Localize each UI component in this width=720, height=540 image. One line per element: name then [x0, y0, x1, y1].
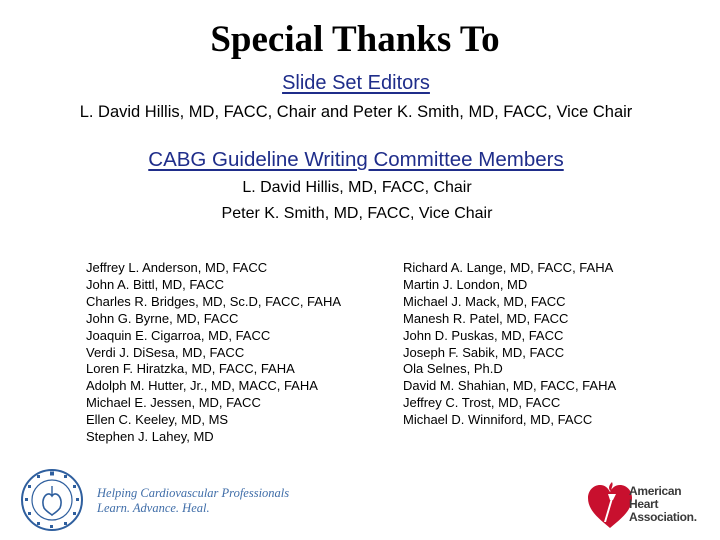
acc-seal-logo — [20, 468, 84, 532]
member-name: Michael E. Jessen, MD, FACC — [86, 395, 261, 411]
aha-wordmark-line2: Heart — [629, 497, 659, 511]
member-name: Verdi J. DiSesa, MD, FACC — [86, 344, 245, 360]
aha-wordmark-line3: Association. — [629, 510, 697, 524]
member-list-right — [403, 260, 616, 429]
member-name: John D. Puskas, MD, FACC — [403, 327, 564, 343]
slide-title: Special Thanks To — [210, 19, 500, 60]
member-name: Jeffrey L. Anderson, MD, FACC — [86, 260, 268, 275]
member-name: Richard A. Lange, MD, FACC, FAHA — [403, 260, 614, 275]
slide-set-editors-names: L. David Hillis, MD, FACC, Chair and Peter K. Smith, MD, FACC, Vice Chair — [79, 103, 633, 121]
aha-heart-torch-icon — [586, 478, 634, 530]
member-name: Michael J. Mack, MD, FACC — [403, 293, 566, 309]
acc-tagline — [97, 486, 289, 516]
member-name: Loren F. Hiratzka, MD, FACC, FAHA — [86, 361, 295, 377]
committee-chair: L. David Hillis, MD, FACC, Chair — [242, 179, 472, 196]
member-name: Adolph M. Hutter, Jr., MD, MACC, FAHA — [86, 378, 318, 394]
slide-set-editors-heading: Slide Set Editors — [282, 72, 430, 94]
committee-heading: CABG Guideline Writing Committee Members — [148, 148, 564, 171]
member-name: John A. Bittl, MD, FACC — [86, 276, 224, 292]
aha-wordmark-line1: American — [629, 484, 682, 498]
member-name: Martin J. London, MD — [403, 276, 528, 292]
acc-tagline-line1: Helping Cardiovascular Professionals — [97, 486, 290, 500]
acc-tagline-line2: Learn. Advance. Heal. — [97, 501, 210, 515]
member-name: David M. Shahian, MD, FACC, FAHA — [403, 378, 617, 394]
member-name: Joaquin E. Cigarroa, MD, FACC — [86, 327, 271, 343]
member-name: Michael D. Winniford, MD, FACC — [403, 412, 593, 428]
member-name: Stephen J. Lahey, MD — [86, 429, 214, 445]
committee-vice-chair: Peter K. Smith, MD, FACC, Vice Chair — [221, 205, 493, 222]
aha-wordmark — [629, 485, 697, 524]
member-name: Joseph F. Sabik, MD, FACC — [403, 344, 565, 360]
member-name: Manesh R. Patel, MD, FACC — [403, 310, 569, 326]
member-name: Jeffrey C. Trost, MD, FACC — [403, 395, 561, 411]
member-name: Ola Selnes, Ph.D — [403, 361, 503, 377]
member-name: John G. Byrne, MD, FACC — [86, 310, 239, 326]
member-name: Charles R. Bridges, MD, Sc.D, FACC, FAHA — [86, 293, 342, 309]
member-list-left — [86, 260, 341, 446]
member-name: Ellen C. Keeley, MD, MS — [86, 412, 229, 428]
